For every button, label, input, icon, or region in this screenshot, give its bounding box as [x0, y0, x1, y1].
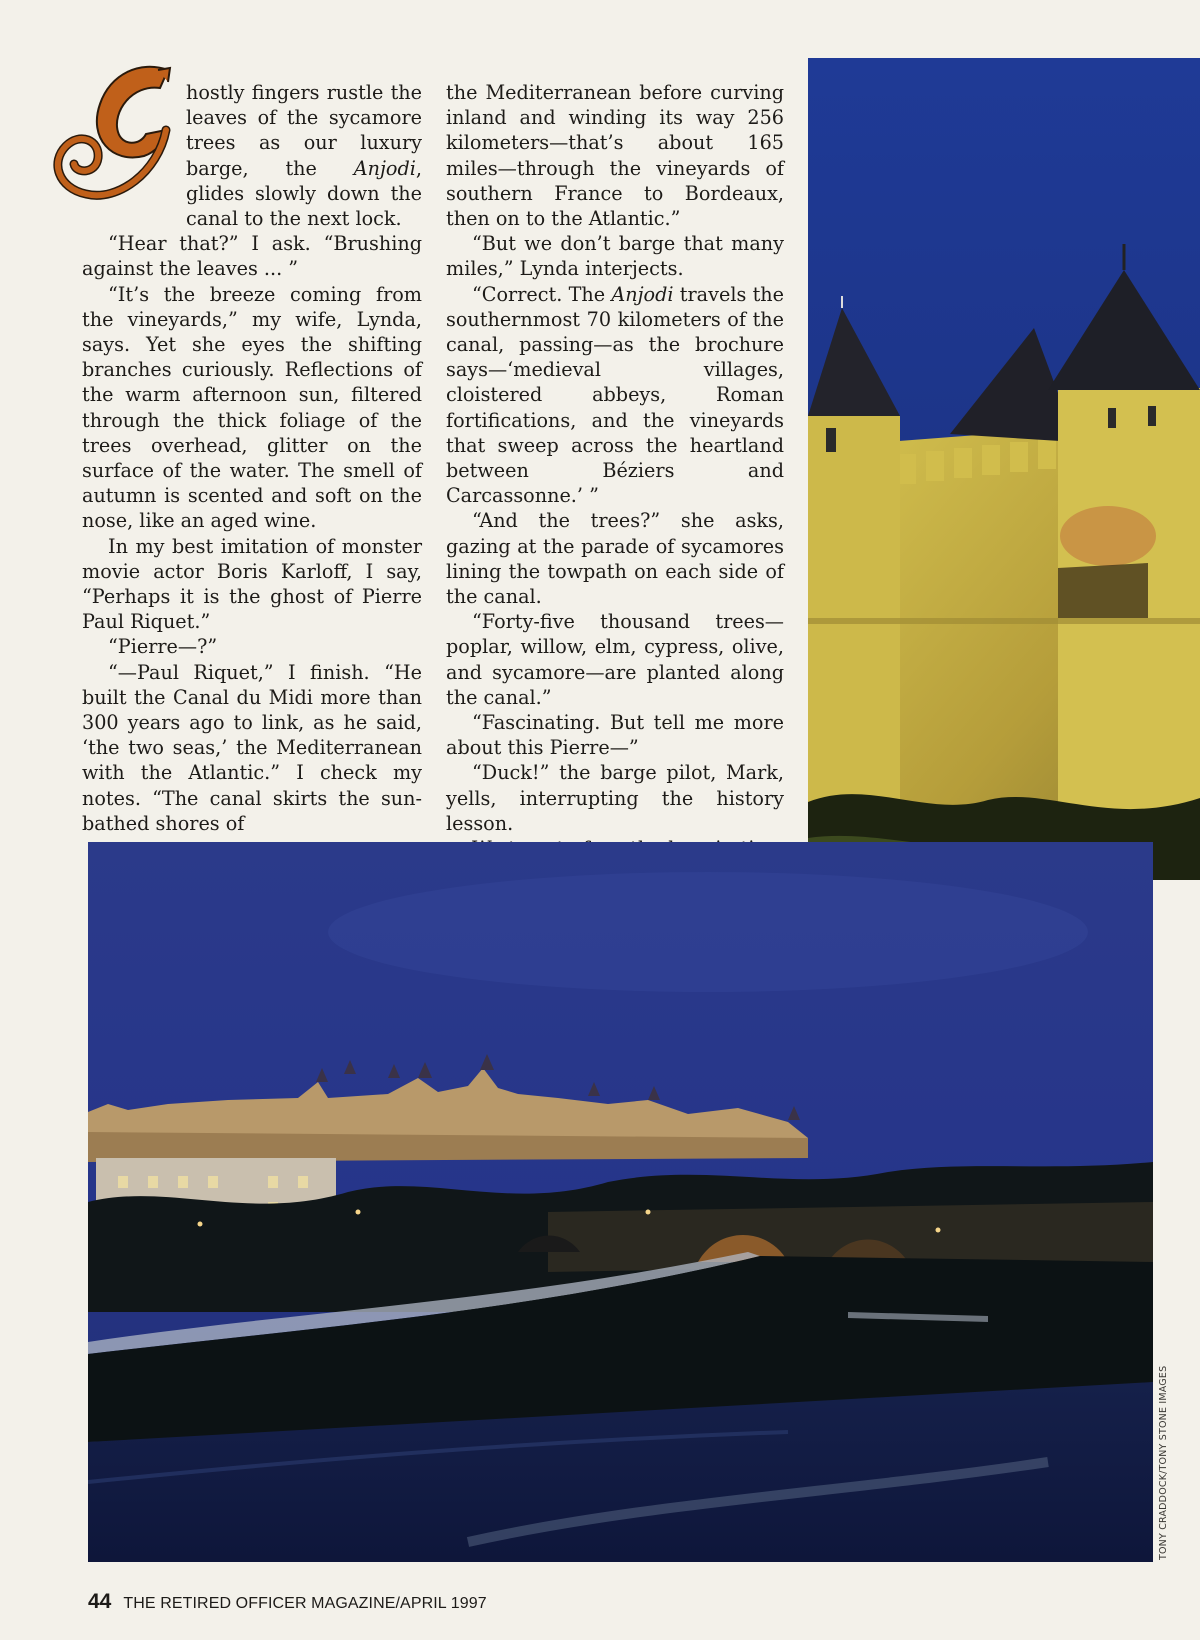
magazine-issue: THE RETIRED OFFICER MAGAZINE/APRIL 1997	[123, 1595, 487, 1612]
paragraph: “It’s the breeze coming from the vineyards,” my wife, Lynda, says. Yet she eyes the shifting branches curiously. Reflections of the warm afternoon sun, filtered through the thick foliage of the trees overhead, glitter on the surface of the water. The smell of autumn is scented and soft on the nose, like an aged wine.	[82, 282, 422, 533]
article-column-1	[82, 80, 422, 836]
page-number: 44	[88, 1590, 112, 1613]
night-panorama-photo	[88, 842, 1153, 1562]
paragraph: “Hear that?” I ask. “Brushing against the leaves ... ”	[82, 232, 422, 281]
paragraph: “Pierre—?”	[108, 635, 218, 659]
paragraph	[446, 282, 784, 509]
article-column-2	[446, 80, 784, 912]
paragraph: “Duck!” the barge pilot, Mark, yells, interrupting the history lesson.	[446, 761, 784, 835]
paragraph: the Mediterranean before curving inland and winding its way 256 kilometers—that’s about 165 miles—through the vineyards of southern France to Bordeaux, then on to the Atlantic.”	[446, 81, 784, 231]
lead-text: hostly fingers rustle the leaves of the sycamore trees as our luxury barge, the	[186, 81, 422, 180]
barge-name: Anjodi	[611, 282, 674, 306]
drop-cap-g-ornament	[48, 62, 180, 214]
paragraph: In my best imitation of monster movie actor Boris Karloff, I say, “Perhaps it is the ghost of Pierre Paul Riquet.”	[82, 534, 422, 634]
paragraph: “—Paul Riquet,” I finish. “He built the Canal du Midi more than 300 years ago to link, as he said, ‘the two seas,’ the Mediterranean with the Atlantic.” I check my notes. “The canal skirts the sun-bathed shores of	[82, 660, 422, 835]
paragraph: “Fascinating. But tell me more about this Pierre—”	[446, 711, 784, 760]
page-footer	[88, 1590, 487, 1614]
paragraph: “But we don’t barge that many miles,” Lynda interjects.	[446, 232, 784, 281]
text-run: travels the southernmost 70 kilometers of the canal, passing—as the brochure says—‘medieval villages, cloistered abbeys, Roman fortifications, and the vineyards that sweep across the heartland between Béziers and Carcassonne.’ ”	[446, 282, 784, 508]
barge-name: Anjodi	[353, 156, 416, 180]
paragraph: “And the trees?” she asks, gazing at the parade of sycamores lining the towpath on each side of the canal.	[446, 509, 784, 609]
castle-towers-photo	[808, 58, 1200, 880]
lead-text-end: , glides slowly down the canal to the next lock.	[186, 156, 422, 231]
paragraph: “Forty-five thousand trees—poplar, willow, elm, cypress, olive, and sycamore—are planted along the canal.”	[446, 610, 784, 709]
photo-credit: TONY CRADDOCK/TONY STONE IMAGES	[1158, 1365, 1169, 1560]
text-run: “Correct. The	[472, 282, 606, 306]
